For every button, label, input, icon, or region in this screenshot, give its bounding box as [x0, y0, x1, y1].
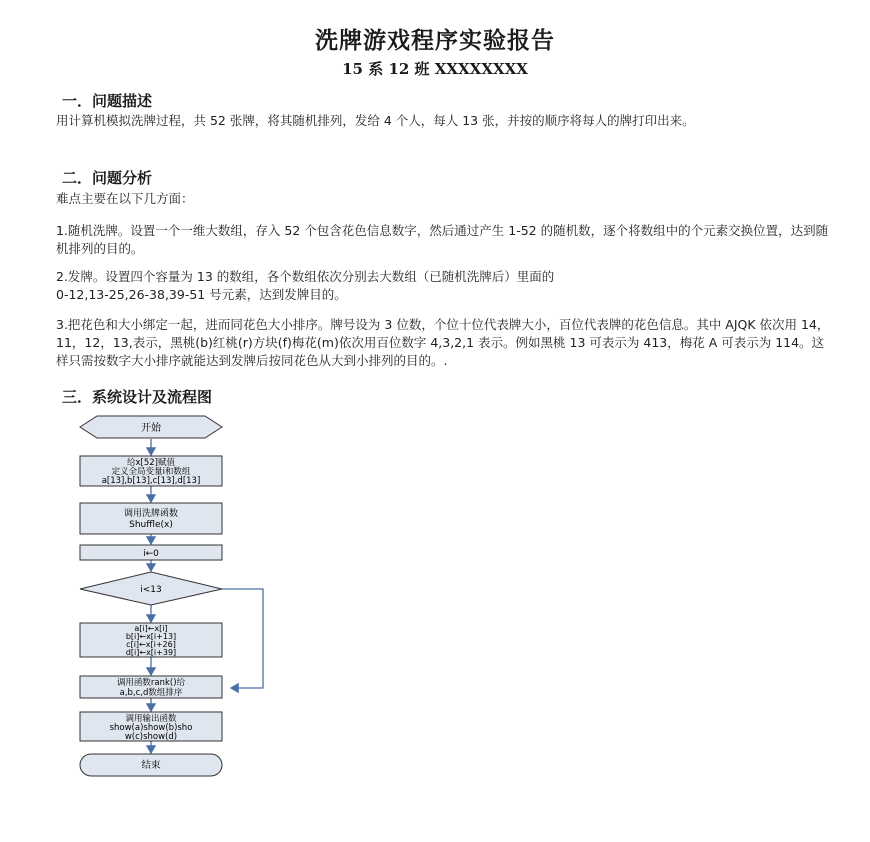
rank-node-label-2: a,b,c,d数组排序	[119, 688, 183, 698]
start-node-label: 开始	[141, 423, 161, 434]
shuffle-node-label-2: Shuffle(x)	[129, 520, 173, 530]
end-node-label: 结束	[141, 760, 161, 771]
deal-node-label-1: a[i]←x[i]	[134, 624, 168, 633]
section-1-text: 用计算机模拟洗牌过程，共 52 张牌，将其随机排列，发给 4 个人，每人 13 张，并按的顺序将每人的牌打印出来。	[56, 113, 695, 128]
init-node-label-1: 给x[52]赋值	[127, 458, 175, 468]
show-node-label-1: 调用输出函数	[125, 714, 177, 724]
rank-node-label-1: 调用函数rank()给	[116, 678, 186, 688]
section-2-point-3: 3.把花色和大小绑定一起，进而同花色大小排序。牌号设为 3 位数，个位十位代表牌大小，百位代表牌的花色信息。其中 AJQK 依次用 14，11，12，13,表示，黑桃(b)红桃(r)方块(f)梅花(m)依次用百位数字 4,3,2,1 表示。例如黑桃 13 可表示为 413，梅花 A 可表示为 114。这样只需按数字大小排序就能达到发牌后按同花色从大到小排列的目的。.	[56, 317, 830, 368]
section-2-point-2-line-2: 0-12,13-25,26-38,39-51 号元素，达到发牌目的。	[56, 287, 347, 302]
assign-i-node-label: i←0	[143, 549, 159, 559]
init-node-label-2: 定义全局变量i和数组	[111, 467, 191, 477]
section-2-point-2-line-1: 2.发牌。设置四个容量为 13 的数组，各个数组依次分别去大数组（已随机洗牌后）里面的	[56, 269, 555, 284]
deal-node-label-4: d[i]←x[i+39]	[125, 648, 177, 657]
page-subtitle: 15 系 12 班 XXXXXXXX	[342, 60, 528, 78]
show-node-label-2: show(a)show(b)sho	[109, 723, 193, 733]
section-1-heading: 一．问题描述	[62, 92, 153, 110]
show-node-label-3: w(c)show(d)	[124, 732, 178, 742]
section-2-point-1: 1.随机洗牌。设置一个一维大数组，存入 52 个包含花色信息数字，然后通过产生 1-52 的随机数，逐个将数组中的个元素交换位置，达到随机排列的目的。	[56, 223, 829, 256]
page-title: 洗牌游戏程序实验报告	[315, 27, 555, 54]
init-node-label-3: a[13],b[13],c[13],d[13]	[101, 476, 201, 486]
deal-node-label-2: b[i]←x[i+13]	[125, 632, 177, 641]
shuffle-node-label-1: 调用洗牌函数	[123, 509, 179, 519]
arrow-cond-false-rank	[222, 589, 263, 688]
condition-node-label: i<13	[140, 585, 162, 595]
section-3-heading: 三．系统设计及流程图	[62, 388, 213, 406]
section-2-heading: 二．问题分析	[62, 169, 153, 187]
deal-node-label-3: c[i]←x[i+26]	[126, 640, 176, 649]
section-2-intro: 难点主要在以下几方面：	[56, 191, 194, 206]
